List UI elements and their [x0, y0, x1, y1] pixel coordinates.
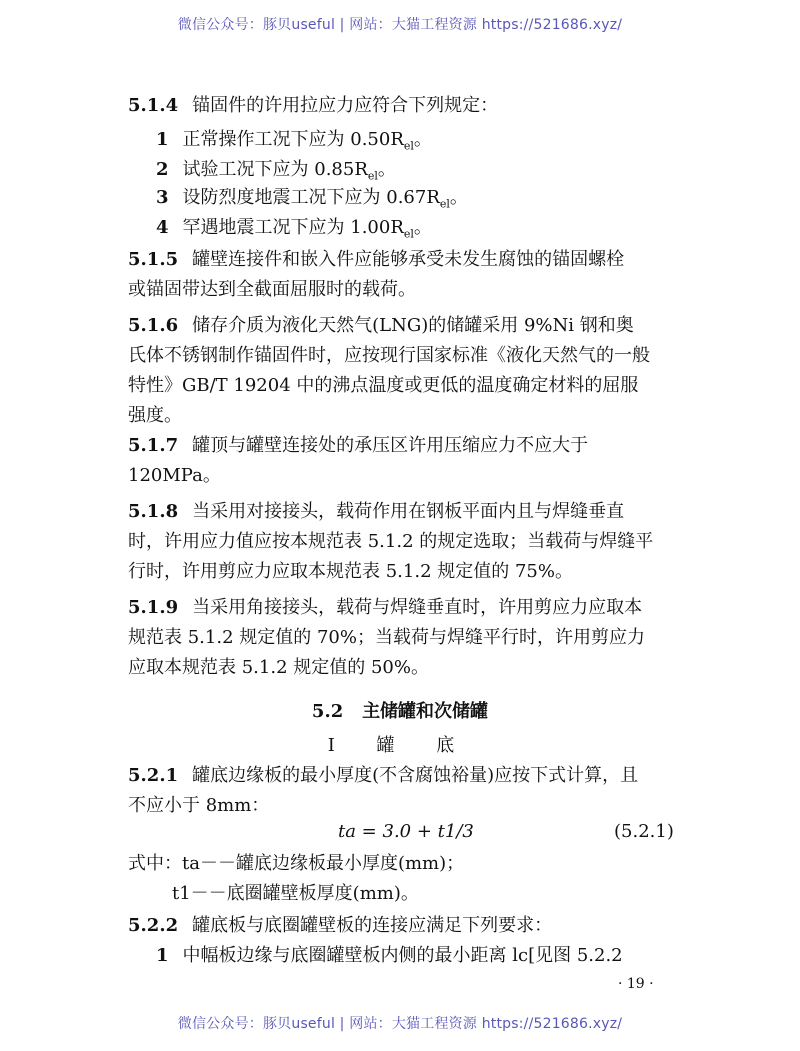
- page-number: · 19 ·: [618, 976, 654, 992]
- clause-5-1-6-cont: 氏体不锈钢制作锚固件时，应按现行国家标准《液化天然气的一般: [128, 345, 650, 366]
- item-1: 1 正常操作工况下应为 $0.50R_{el}$。: [156, 129, 432, 153]
- formula: ta = 3.0 + t1/3: [338, 821, 474, 842]
- clause-5-1-6-cont2: 特性》GB/T 19204 中的沸点温度或更低的温度确定材料的屈服: [128, 375, 639, 396]
- watermark-bottom: 微信公众号：豚贝useful | 网站：大猫工程资源 https://521686.xyz/: [177, 1016, 623, 1032]
- clause-5-1-8: 5.1.8 当采用对接接头，载荷作用在钢板平面内且与焊缝垂直: [128, 501, 625, 522]
- clause-5-1-9: 5.1.9 当采用角接接头，载荷与焊缝垂直时，许用剪应力应取本: [128, 597, 643, 618]
- clause-5-1-5: 5.1.5 罐壁连接件和嵌入件应能够承受未发生腐蚀的锚固螺栓: [128, 249, 625, 270]
- formula-number: (5.2.1): [614, 821, 674, 842]
- clause-5-1-7: 5.1.7 罐顶与罐壁连接处的承压区许用压缩应力不应大于: [128, 435, 589, 456]
- watermark-top: 微信公众号：豚贝useful | 网站：大猫工程资源 https://521686.xyz/: [177, 17, 623, 33]
- item-4: 4 罕遇地震工况下应为 $1.00R_{el}$。: [156, 217, 432, 241]
- clause-5-2-1: 5.2.1 罐底边缘板的最小厚度(不含腐蚀裕量)应按下式计算，且: [128, 765, 639, 786]
- clause-5-1-8-cont2: 行时，许用剪应力应取本规范表 5.1.2 规定值的 75%。: [128, 561, 573, 582]
- section-heading: 5.2 主储罐和次储罐: [311, 701, 489, 722]
- where-line-2: t1－－底圈罐壁板厚度(mm)。: [172, 883, 419, 904]
- where-line-1: 式中：ta－－罐底边缘板最小厚度(mm)；: [128, 853, 465, 874]
- item-5-2-2-1: 1 中幅板边缘与底圈罐壁板内侧的最小距离 lc[见图 5.2.2: [156, 945, 623, 966]
- clause-5-1-7-cont: 120MPa。: [128, 465, 221, 486]
- clause-text: 锚固件的许用拉应力应符合下列规定：: [192, 95, 499, 116]
- clause-5-2-1-cont: 不应小于 8mm：: [128, 795, 270, 816]
- item-2: 2 试验工况下应为 $0.85R_{el}$。: [156, 159, 396, 183]
- clause-5-1-4: [128, 94, 498, 118]
- item-3: 3 设防烈度地震工况下应为 $0.67R_{el}$。: [156, 187, 468, 211]
- clause-5-1-9-cont: 规范表 5.1.2 规定值的 70%；当载荷与焊缝平行时，许用剪应力: [128, 627, 645, 648]
- clause-number: 5.1.4: [128, 95, 179, 116]
- clause-5-1-5-cont: 或锚固带达到全截面屈服时的载荷。: [128, 279, 416, 300]
- clause-5-1-6-cont3: 强度。: [128, 405, 182, 426]
- clause-5-2-2: 5.2.2 罐底板与底圈罐壁板的连接应满足下列要求：: [128, 915, 553, 936]
- subsection-heading: Ⅰ 罐 底: [327, 735, 473, 756]
- clause-5-1-6: 5.1.6 储存介质为液化天然气(LNG)的储罐采用 9%Ni 钢和奥: [128, 315, 634, 336]
- clause-5-1-9-cont2: 应取本规范表 5.1.2 规定值的 50%。: [128, 657, 429, 678]
- clause-5-1-8-cont: 时，许用应力值应按本规范表 5.1.2 的规定选取；当载荷与焊缝平: [128, 531, 654, 552]
